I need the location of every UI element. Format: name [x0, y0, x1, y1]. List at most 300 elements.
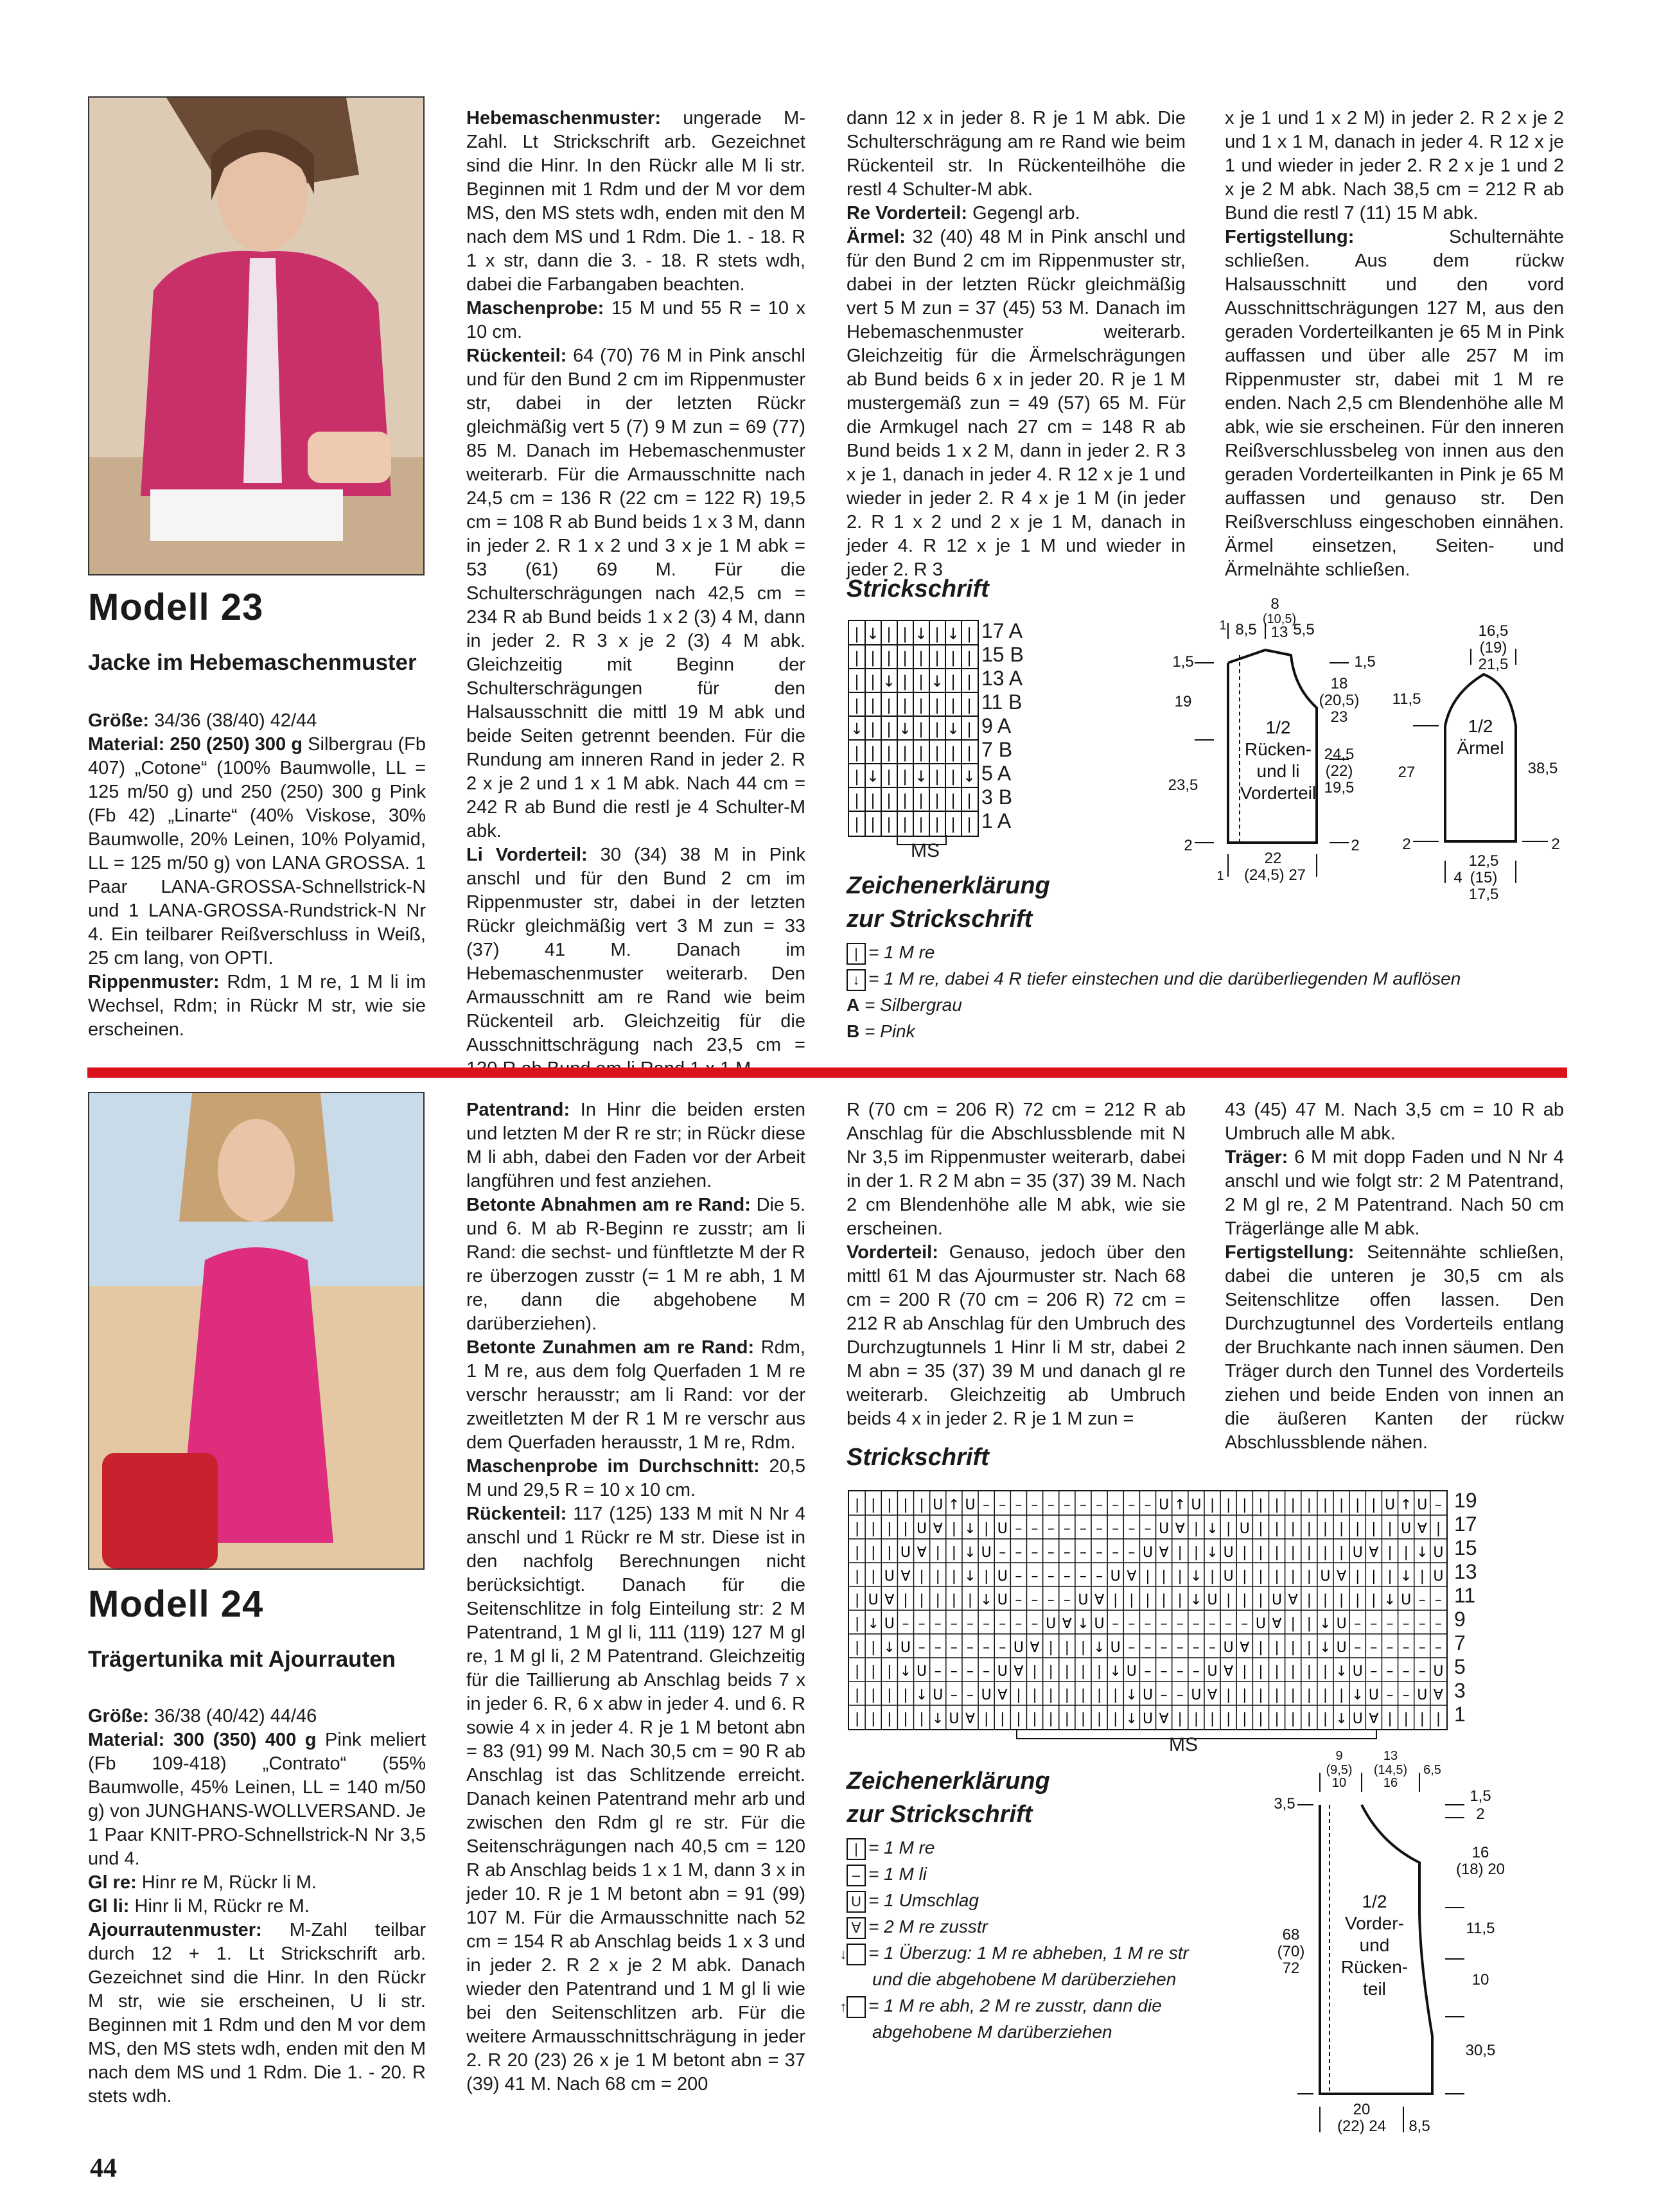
- svg-text:|: |: [966, 696, 972, 714]
- dim-label: 38,5: [1527, 760, 1558, 777]
- chart-cell-symbol: |: [1064, 1663, 1070, 1680]
- chart-cell-symbol: –: [1128, 1615, 1136, 1632]
- knit-stitch-icon: |: [847, 943, 866, 965]
- chart-cell-symbol: ↓: [1206, 1544, 1218, 1561]
- chart-cell-symbol: |: [1339, 1520, 1344, 1537]
- chart-cell-symbol: |: [951, 1520, 957, 1537]
- dim-label: 6,5: [1423, 1763, 1441, 1777]
- chart-row-label: 11 B: [981, 690, 1023, 714]
- chart-cell-symbol: |: [1209, 1568, 1215, 1584]
- chart-cell-symbol: U: [1433, 1568, 1444, 1584]
- dim-label: 13: [1270, 624, 1288, 641]
- svg-text:|: |: [886, 649, 892, 667]
- chart-row-label: 9: [1454, 1608, 1466, 1631]
- chart-cell-symbol: –: [918, 1639, 926, 1656]
- paragraph: [88, 1918, 426, 2109]
- dim-label: 19: [1174, 693, 1192, 710]
- chart-cell-symbol: U: [900, 1544, 911, 1561]
- dim-label: (9,5): [1326, 1763, 1353, 1777]
- paragraph: [1225, 1241, 1564, 1455]
- paragraph: [847, 1241, 1186, 1431]
- legend-item: ↓ = 1 M re, dabei 4 R tiefer einstechen und die darüberliegenden M auflösen: [847, 965, 1540, 992]
- chart-cell-symbol: |: [870, 1544, 876, 1561]
- chart-cell-symbol: |: [1209, 1710, 1215, 1727]
- dim-label: 30,5: [1465, 2042, 1496, 2059]
- chart-row-label: 3: [1454, 1679, 1466, 1702]
- chart-row-label: 5 A: [981, 762, 1012, 785]
- schematic-label: Vorder-: [1345, 1913, 1404, 1933]
- chart-cell-symbol: U: [1401, 1520, 1412, 1537]
- svg-text:|: |: [902, 672, 908, 690]
- svg-text:|: |: [934, 744, 940, 762]
- svg-text:|: |: [886, 791, 892, 809]
- chart-cell-symbol: |: [1355, 1568, 1360, 1584]
- model23-column-3: [847, 107, 1186, 582]
- legend-item: – = 1 M li: [847, 1861, 1206, 1887]
- chart-cell-symbol: –: [1079, 1568, 1087, 1584]
- chart-cell-symbol: |: [1290, 1568, 1295, 1584]
- chart-cell-symbol: –: [1015, 1568, 1023, 1584]
- chart-cell-symbol: –: [1047, 1568, 1055, 1584]
- chart-cell-symbol: |: [1161, 1568, 1166, 1584]
- dim-label: 19,5: [1324, 779, 1355, 796]
- chart-cell-symbol: –: [1370, 1615, 1378, 1632]
- chart-cell-symbol: U: [900, 1639, 911, 1656]
- chart-cell-symbol: –: [1096, 1520, 1103, 1537]
- chart-cell-symbol: |: [1306, 1544, 1312, 1561]
- svg-text:|: |: [886, 720, 892, 738]
- model24-chart-cells: [849, 1491, 1446, 1729]
- chart-cell-symbol: U: [997, 1568, 1008, 1584]
- chart-cell-symbol: |: [1177, 1710, 1182, 1727]
- chart-cell-symbol: –: [1192, 1663, 1200, 1680]
- chart-cell-symbol: |: [935, 1568, 940, 1584]
- chart-cell-symbol: |: [1290, 1615, 1295, 1632]
- chart-cell-symbol: –: [1354, 1639, 1362, 1656]
- dim-label: (10,5): [1262, 612, 1297, 626]
- chart-cell-symbol: –: [983, 1639, 990, 1656]
- paragraph: [88, 1895, 426, 1918]
- chart-cell-symbol: |: [870, 1687, 876, 1703]
- svg-text:|: |: [886, 625, 892, 643]
- paragraph: [466, 107, 805, 297]
- chart-cell-symbol: |: [1387, 1710, 1392, 1727]
- dim-label: 8: [1270, 595, 1279, 613]
- paragraph-label: Rückenteil:: [466, 1504, 567, 1524]
- schematic-label: 1/2: [1265, 717, 1291, 737]
- chart-cell-symbol: –: [983, 1497, 990, 1513]
- chart-row-label: 7: [1454, 1631, 1466, 1655]
- arrow-down-icon: ↓: [847, 969, 866, 991]
- chart-cell-symbol: U: [1207, 1592, 1218, 1608]
- model23-chart-cells: [849, 621, 978, 836]
- dim-label: 11,5: [1392, 690, 1421, 708]
- svg-text:|: |: [966, 720, 972, 738]
- svg-text:|: |: [966, 744, 972, 762]
- model24-legend-title-1: Zeichenerklärung: [847, 1768, 1050, 1795]
- chart-cell-symbol: U: [981, 1544, 992, 1561]
- chart-cell-symbol: |: [1306, 1639, 1312, 1656]
- chart-cell-symbol: U: [917, 1663, 927, 1680]
- chart-cell-symbol: U: [933, 1687, 944, 1703]
- chart-cell-symbol: |: [1016, 1687, 1021, 1703]
- paragraph-text: 34/36 (38/40) 42/44: [149, 710, 317, 731]
- section-divider: [87, 1067, 1567, 1078]
- chart-cell-symbol: |: [1322, 1497, 1328, 1513]
- chart-cell-symbol: U: [1272, 1592, 1283, 1608]
- dim-label: 4: [1453, 869, 1462, 886]
- chart-cell-symbol: |: [951, 1592, 957, 1608]
- svg-text:↓: ↓: [850, 720, 864, 738]
- chart-cell-symbol: –: [999, 1615, 1006, 1632]
- chart-row-label: 13 A: [981, 667, 1023, 690]
- model23-column-1: [88, 709, 426, 1042]
- chart-cell-symbol: |: [1371, 1592, 1376, 1608]
- chart-cell-symbol: |: [1339, 1497, 1344, 1513]
- chart-cell-symbol: |: [854, 1592, 860, 1608]
- chart-cell-symbol: |: [1290, 1544, 1295, 1561]
- schematic-label: 1/2: [1468, 716, 1493, 736]
- dim-label: 17,5: [1468, 886, 1499, 903]
- dim-label: 10: [1471, 1971, 1489, 1988]
- chart-cell-symbol: U: [1368, 1687, 1379, 1703]
- svg-text:|: |: [854, 768, 860, 786]
- paragraph-label: Größe:: [88, 1706, 150, 1726]
- dim-label: (20,5): [1319, 692, 1360, 709]
- paragraph-label: Ajourrautenmuster:: [88, 1920, 262, 1940]
- svg-text:|: |: [918, 744, 924, 762]
- svg-text:|: |: [934, 768, 940, 786]
- legend-item: ↓ = 1 Überzug: 1 M re abheben, 1 M re str und die abgehobene M darüberziehen: [839, 1943, 1189, 1989]
- chart-cell-symbol: |: [1225, 1520, 1231, 1537]
- paragraph-label: Rippenmuster:: [88, 972, 220, 992]
- chart-cell-symbol: |: [903, 1497, 908, 1513]
- svg-text:|: |: [966, 672, 972, 690]
- chart-cell-symbol: |: [1322, 1592, 1328, 1608]
- chart-cell-symbol: |: [919, 1497, 924, 1513]
- chart-cell-symbol: |: [1274, 1497, 1279, 1513]
- chart-cell-symbol: |: [1322, 1710, 1328, 1727]
- chart-cell-symbol: –: [934, 1615, 942, 1632]
- paragraph: [88, 1705, 426, 1728]
- chart-cell-symbol: |: [1274, 1520, 1279, 1537]
- chart-cell-symbol: –: [1144, 1639, 1152, 1656]
- model24-chart-title: Strickschrift: [847, 1444, 989, 1471]
- chart-cell-symbol: |: [1387, 1568, 1392, 1584]
- chart-cell-symbol: –: [1128, 1639, 1136, 1656]
- chart-cell-symbol: ∀: [1272, 1615, 1282, 1632]
- svg-text:|: |: [902, 815, 908, 833]
- dim-label: 1,5: [1172, 653, 1194, 671]
- dim-label: (22) 24: [1337, 2118, 1387, 2135]
- chart-cell-symbol: |: [854, 1568, 860, 1584]
- chart-cell-symbol: –: [1418, 1639, 1426, 1656]
- chart-cell-symbol: –: [1370, 1663, 1378, 1680]
- svg-text:|: |: [902, 791, 908, 809]
- chart-cell-symbol: –: [1015, 1592, 1023, 1608]
- chart-cell-symbol: U: [965, 1497, 976, 1513]
- chart-cell-symbol: ↓: [1093, 1639, 1105, 1656]
- dim-label: (18) 20: [1455, 1861, 1505, 1878]
- arrow-down-icon: ↓: [847, 1944, 866, 1965]
- chart-cell-symbol: –: [1160, 1687, 1168, 1703]
- chart-cell-symbol: |: [1258, 1568, 1263, 1584]
- chart-cell-symbol: –: [902, 1615, 909, 1632]
- chart-cell-symbol: |: [1177, 1544, 1182, 1561]
- dim-label: 2: [1476, 1805, 1485, 1823]
- paragraph-text: 36/38 (40/42) 44/46: [149, 1706, 317, 1726]
- chart-cell-symbol: –: [1128, 1497, 1136, 1513]
- chart-cell-symbol: –: [1096, 1544, 1103, 1561]
- chart-cell-symbol: |: [1242, 1710, 1247, 1727]
- model23-column-4: [1225, 107, 1564, 582]
- chart-cell-symbol: U: [1433, 1544, 1444, 1561]
- chart-cell-symbol: |: [870, 1497, 876, 1513]
- chart-cell-symbol: –: [1112, 1497, 1119, 1513]
- chart-cell-symbol: |: [1225, 1710, 1231, 1727]
- svg-text:|: |: [950, 696, 956, 714]
- chart-cell-symbol: |: [1306, 1710, 1312, 1727]
- chart-cell-symbol: |: [854, 1615, 860, 1632]
- chart-cell-symbol: |: [919, 1568, 924, 1584]
- chart-cell-symbol: |: [1000, 1710, 1005, 1727]
- chart-cell-symbol: U: [1110, 1639, 1121, 1656]
- chart-cell-symbol: ∀: [900, 1568, 911, 1584]
- chart-cell-symbol: U: [997, 1592, 1008, 1608]
- model24-column-4: [1225, 1098, 1564, 1455]
- chart-cell-symbol: –: [1402, 1663, 1410, 1680]
- chart-cell-symbol: U: [1223, 1568, 1234, 1584]
- svg-text:|: |: [918, 815, 924, 833]
- chart-cell-symbol: |: [1371, 1568, 1376, 1584]
- chart-cell-symbol: |: [1290, 1520, 1295, 1537]
- svg-text:|: |: [966, 791, 972, 809]
- model23-subtitle: Jacke im Hebemaschenmuster: [88, 650, 417, 675]
- chart-cell-symbol: |: [1258, 1497, 1263, 1513]
- chart-cell-symbol: |: [1258, 1710, 1263, 1727]
- chart-cell-symbol: ∀: [1175, 1520, 1185, 1537]
- chart-cell-symbol: –: [999, 1497, 1006, 1513]
- chart-cell-symbol: ∀: [1288, 1592, 1298, 1608]
- chart-cell-symbol: |: [1290, 1497, 1295, 1513]
- chart-cell-symbol: ↓: [1125, 1687, 1138, 1703]
- chart-cell-symbol: |: [1225, 1497, 1231, 1513]
- svg-text:|: |: [902, 768, 908, 786]
- chart-cell-symbol: –: [1047, 1592, 1055, 1608]
- dim-label: 1,5: [1354, 653, 1376, 671]
- chart-cell-symbol: –: [950, 1663, 958, 1680]
- svg-text:|: |: [902, 625, 908, 643]
- dim-label: 16: [1471, 1844, 1489, 1861]
- chart-cell-symbol: U: [997, 1520, 1008, 1537]
- chart-cell-symbol: ↓: [1190, 1592, 1202, 1608]
- paragraph-text: Pink meliert (Fb 109-418) „Contrato“ (55% Baumwolle, 45% Leinen, LL = 140 m/50 g) von JUNGHANS-WOLLVERSAND. Je 1 Paar KNIT-PRO-Schnellstrick-N Nr 3,5 und 4.: [88, 1730, 426, 1869]
- chart-cell-symbol: –: [967, 1639, 974, 1656]
- model24-column-1: [88, 1705, 426, 2109]
- svg-text:|: |: [966, 649, 972, 667]
- chart-row-label: 15 B: [981, 643, 1024, 666]
- chart-cell-symbol: –: [983, 1615, 990, 1632]
- chart-cell-symbol: U: [1336, 1639, 1347, 1656]
- dim-label: (19): [1479, 639, 1507, 656]
- chart-cell-symbol: U: [981, 1687, 992, 1703]
- chart-cell-symbol: ↓: [1319, 1639, 1331, 1656]
- chart-cell-symbol: –: [1063, 1520, 1071, 1537]
- model23-photo: [88, 96, 425, 575]
- paragraph-label: Betonte Zunahmen am re Rand:: [466, 1337, 755, 1358]
- chart-cell-symbol: –: [1434, 1497, 1442, 1513]
- chart-cell-symbol: |: [1242, 1497, 1247, 1513]
- chart-cell-symbol: U: [1159, 1520, 1170, 1537]
- chart-cell-symbol: U: [1239, 1520, 1250, 1537]
- chart-cell-symbol: ∀: [997, 1687, 1008, 1703]
- chart-cell-symbol: –: [1160, 1639, 1168, 1656]
- model23-chart-ms-label: MS: [911, 840, 940, 861]
- chart-row-label: 17 A: [981, 619, 1023, 642]
- dim-label: 20: [1353, 2101, 1371, 2118]
- dim-label: 2: [1551, 836, 1560, 853]
- chart-cell-symbol: ↓: [899, 1663, 912, 1680]
- paragraph: [466, 843, 805, 1081]
- chart-cell-symbol: |: [1371, 1520, 1376, 1537]
- chart-cell-symbol: –: [1079, 1497, 1087, 1513]
- paragraph: [847, 202, 1186, 225]
- chart-cell-symbol: –: [1434, 1615, 1442, 1632]
- chart-cell-symbol: |: [1387, 1520, 1392, 1537]
- chart-cell-symbol: U: [1191, 1497, 1202, 1513]
- paragraph-label: Patentrand:: [466, 1100, 570, 1120]
- chart-cell-symbol: –: [1434, 1592, 1442, 1608]
- chart-cell-symbol: U: [1126, 1663, 1137, 1680]
- chart-cell-symbol: –: [1063, 1497, 1071, 1513]
- chart-cell-symbol: –: [1176, 1663, 1184, 1680]
- chart-cell-symbol: |: [1209, 1497, 1215, 1513]
- chart-cell-symbol: ∀: [884, 1592, 895, 1608]
- paragraph: [847, 225, 1186, 582]
- svg-text:|: |: [950, 649, 956, 667]
- chart-cell-symbol: |: [1258, 1639, 1263, 1656]
- chart-cell-symbol: ↑: [1400, 1497, 1412, 1513]
- paragraph: [88, 733, 426, 970]
- svg-text:|: |: [934, 696, 940, 714]
- svg-text:|: |: [918, 649, 924, 667]
- schematic-label: Vorderteil: [1240, 783, 1317, 803]
- chart-cell-symbol: |: [1290, 1687, 1295, 1703]
- chart-cell-symbol: ∀: [1014, 1663, 1024, 1680]
- chart-cell-symbol: –: [1128, 1544, 1136, 1561]
- chart-cell-symbol: |: [854, 1663, 860, 1680]
- chart-cell-symbol: ↑: [1174, 1497, 1186, 1513]
- chart-cell-symbol: –: [1031, 1520, 1039, 1537]
- chart-cell-symbol: U: [1142, 1544, 1154, 1561]
- chart-row-label: 1: [1454, 1703, 1466, 1726]
- paragraph-text: R (70 cm = 206 R) 72 cm = 212 R ab Anschlag für die Abschlussblende mit N Nr 3,5 im Rippenmuster weiterarb, dabei in der 1. R 2 M abn = 35 (37) 39 M. Nach 2 cm Blendenhöhe alle M abk, wie sie erscheinen.: [847, 1100, 1186, 1239]
- paragraph: [466, 1098, 805, 1193]
- arrow-up-icon: ↑: [847, 1996, 866, 2018]
- chart-cell-symbol: –: [1386, 1639, 1394, 1656]
- chart-cell-symbol: ∀: [917, 1544, 927, 1561]
- paragraph-text: 117 (125) 133 M mit N Nr 4 anschl und 1 Rückr re M str. Diese ist in den nachfolg Berechnungen nicht berücksichtigt. Danach für die Seitenschlitze in folg Einteilung str: 2 M Patentrand, 1 M gl li, 111 (119) 127 M gl re, 1 M gl li, 2 M Patentrand. Gleichzeitig für die Taillierung ab Anschlag beids 7 x in jeder 6. R, 6 x abw in jeder 4. und 6. R sowie 4 x in jeder 4. R je 1 M betont abn = 83 (91) 99 M. Nach 30,5 cm = 90 R ab Anschlag ist das Schlitzende erreicht. Danach keinen Patentrand mehr arb und zwischen den Rdm gl re str. Für die Seitenschrägungen nach 40,5 cm = 120 R ab Anschlag beids 1 x 1 M, dann 3 x in jeder 10. R je 1 M betont abn = 91 (99) 107 M. Für die Armausschnitte nach 52 cm = 154 R ab Anschlag beids 1 x 3 und in jeder 2. R 2 x je 2 M abk. Danach wieder den Patentrand und 1 M gl li wie bei den Seitenschlitzen arb. Für die weitere Armausschnittschrägung in jeder 2. R 20 (23) 26 x je 1 M betont abn = 37 (39) 41 M. Nach 68 cm = 200: [466, 1504, 805, 2094]
- paragraph-text: Gegengl arb.: [967, 203, 1080, 224]
- paragraph-text: ungerade M-Zahl. Lt Strickschrift arb. Gezeichnet sind die Hinr. In den Rückr alle M li str. Beginnen mit 1 Rdm und der M vor dem MS, den MS stets wdh, enden mit den M nach dem MS und 1 Rdm. Die 1. - 18. R 1 x str, dann die 3. - 18. R stets wdh, dabei die Farbangaben beachten.: [466, 108, 805, 295]
- chart-cell-symbol: ∀: [1337, 1568, 1347, 1584]
- chart-cell-symbol: |: [1306, 1615, 1312, 1632]
- dim-label: 11,5: [1466, 1920, 1495, 1937]
- chart-cell-symbol: –: [983, 1663, 990, 1680]
- chart-cell-symbol: |: [1096, 1710, 1102, 1727]
- chart-cell-symbol: |: [1290, 1663, 1295, 1680]
- paragraph: [466, 1455, 805, 1502]
- chart-cell-symbol: –: [1079, 1520, 1087, 1537]
- chart-cell-symbol: –: [934, 1663, 942, 1680]
- chart-cell-symbol: |: [1387, 1544, 1392, 1561]
- chart-cell-symbol: |: [1306, 1520, 1312, 1537]
- chart-cell-symbol: |: [887, 1520, 892, 1537]
- chart-row-label: 9 A: [981, 714, 1012, 737]
- chart-cell-symbol: U: [1159, 1497, 1170, 1513]
- chart-cell-symbol: –: [1434, 1639, 1442, 1656]
- chart-cell-symbol: |: [887, 1663, 892, 1680]
- svg-text:|: |: [854, 625, 860, 643]
- chart-cell-symbol: |: [1355, 1520, 1360, 1537]
- chart-cell-symbol: –: [1418, 1592, 1426, 1608]
- chart-cell-symbol: ↓: [1351, 1687, 1364, 1703]
- chart-cell-symbol: |: [1016, 1710, 1021, 1727]
- paragraph-label: Hebemaschenmuster:: [466, 108, 661, 128]
- paragraph-label: Ärmel:: [847, 227, 906, 247]
- chart-cell-symbol: |: [870, 1520, 876, 1537]
- dim-label: 23,5: [1168, 777, 1198, 794]
- chart-cell-symbol: –: [1096, 1568, 1103, 1584]
- chart-cell-symbol: –: [1047, 1497, 1055, 1513]
- schematic-label: teil: [1363, 1979, 1386, 1999]
- chart-cell-symbol: |: [854, 1639, 860, 1656]
- chart-cell-symbol: |: [1322, 1544, 1328, 1561]
- chart-cell-symbol: |: [1242, 1592, 1247, 1608]
- chart-cell-symbol: U: [1223, 1639, 1234, 1656]
- model24-legend-title-2: zur Strickschrift: [847, 1801, 1033, 1828]
- svg-text:|: |: [854, 672, 860, 690]
- chart-cell-symbol: ↓: [1190, 1568, 1202, 1584]
- chart-cell-symbol: –: [1144, 1663, 1152, 1680]
- chart-cell-symbol: –: [1354, 1615, 1362, 1632]
- chart-cell-symbol: U: [1094, 1615, 1105, 1632]
- chart-cell-symbol: ↓: [1109, 1663, 1121, 1680]
- chart-cell-symbol: |: [1048, 1687, 1053, 1703]
- chart-cell-symbol: |: [1306, 1497, 1312, 1513]
- chart-row-label: 15: [1454, 1536, 1477, 1559]
- chart-cell-symbol: U: [1078, 1592, 1089, 1608]
- chart-cell-symbol: U: [1207, 1663, 1218, 1680]
- svg-text:|: |: [854, 649, 860, 667]
- paragraph-label: Vorderteil:: [847, 1242, 938, 1263]
- chart-cell-symbol: |: [1306, 1687, 1312, 1703]
- paragraph-text: Rdm, 1 M re, 1 M li im Wechsel, Rdm; in Rückr M str, wie sie erscheinen.: [88, 972, 426, 1040]
- svg-text:|: |: [950, 791, 956, 809]
- dim-label: 2: [1402, 836, 1411, 853]
- chart-cell-symbol: –: [1063, 1592, 1071, 1608]
- paragraph: [1225, 1098, 1564, 1146]
- chart-cell-symbol: ↓: [1335, 1710, 1347, 1727]
- chart-row-label: 19: [1454, 1489, 1477, 1512]
- chart-cell-symbol: –: [1031, 1615, 1039, 1632]
- model24-chart-ms-label: MS: [1169, 1734, 1198, 1755]
- dim-label: 72: [1282, 1960, 1300, 1977]
- chart-cell-symbol: ∀: [1030, 1639, 1040, 1656]
- chart-cell-symbol: |: [870, 1568, 876, 1584]
- chart-cell-symbol: |: [1242, 1568, 1247, 1584]
- chart-cell-symbol: |: [1306, 1663, 1312, 1680]
